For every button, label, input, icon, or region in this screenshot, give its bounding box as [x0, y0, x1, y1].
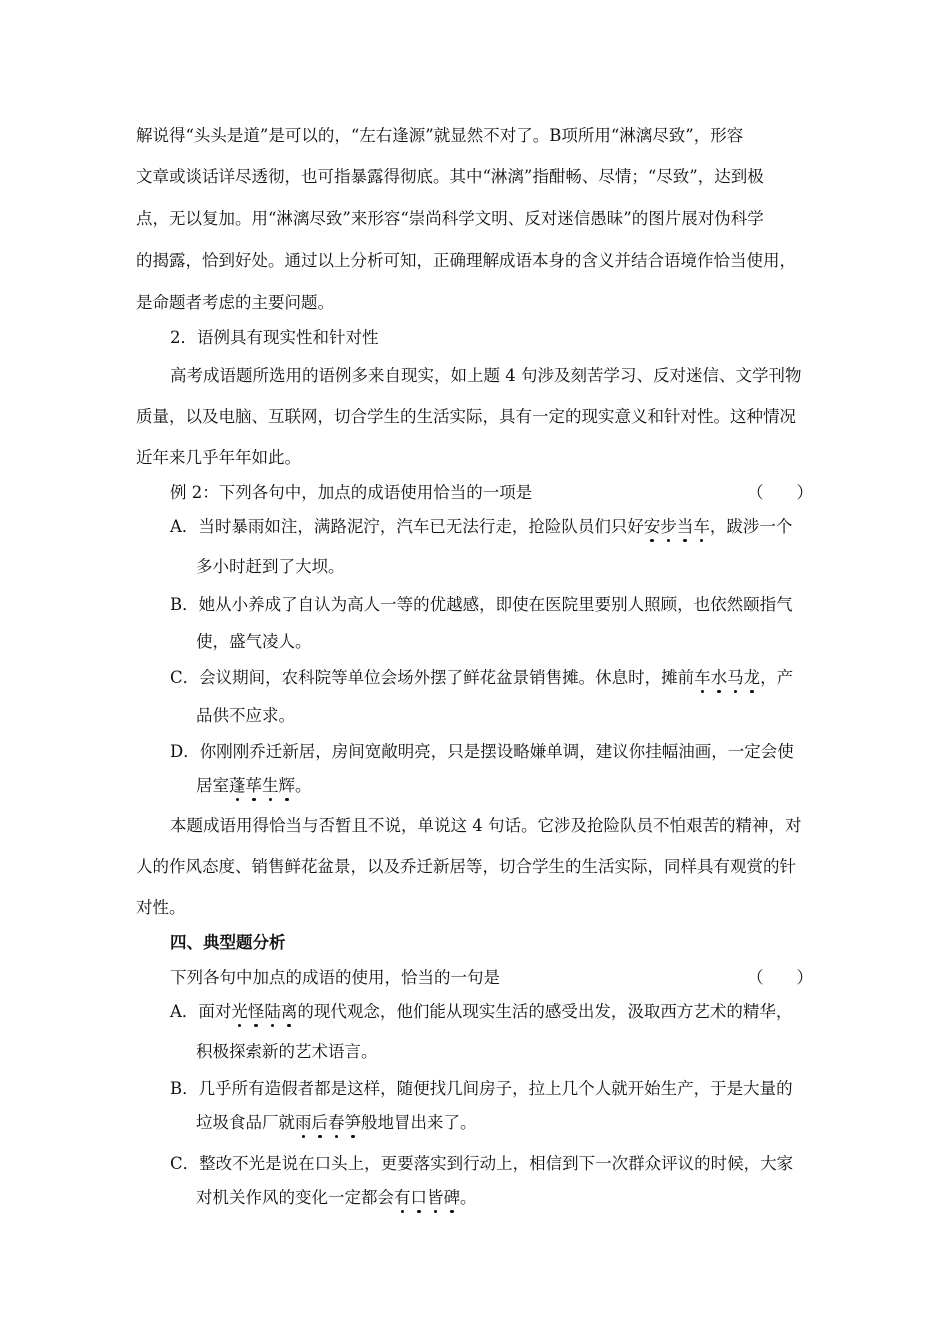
- idiom-char: 荜: [245, 776, 262, 795]
- option-text: 。: [460, 1188, 477, 1207]
- option-text: ，产: [760, 668, 794, 687]
- paragraph-line: 的揭露，恰到好处。通过以上分析可知，正确理解成语本身的含义并结合语境作恰当使用，: [136, 251, 796, 270]
- example-question: 下列各句中加点的成语的使用，恰当的一句是: [170, 968, 500, 987]
- idiom-char: 安: [643, 517, 661, 536]
- option-a-continuation: 多小时赶到了大坝。: [196, 557, 345, 576]
- dotted-idiom: [229, 776, 295, 795]
- section-heading: 四、典型题分析: [170, 933, 286, 952]
- idiom-char: 陆: [264, 1002, 281, 1021]
- idiom-char: 皆: [427, 1188, 444, 1207]
- paragraph-line: 是命题者考虑的主要问题。: [136, 293, 334, 312]
- option-text: 居室: [196, 776, 229, 795]
- idiom-char: 水: [710, 668, 728, 687]
- option-d-line: D．你刚刚乔迁新居，房间宽敞明亮，只是摆设略嫌单调，建议你挂幅油画，一定会使: [170, 742, 794, 761]
- paragraph-line: 文章或谈话详尽透彻，也可指暴露得彻底。其中“淋漓”指酣畅、尽情；“尽致”，达到极: [136, 167, 764, 186]
- option-text: 。: [295, 776, 312, 795]
- idiom-char: 车: [694, 668, 711, 687]
- option-c-line: C．整改不光是说在口头上，更要落实到行动上，相信到下一次群众评议的时候，大家: [170, 1154, 794, 1173]
- idiom-char: 辉: [278, 776, 295, 795]
- example-question: 例 2：下列各句中，加点的成语使用恰当的一项是: [170, 483, 533, 502]
- dotted-idiom: [295, 1113, 361, 1132]
- option-b-continuation: 使，盛气凌人。: [196, 632, 312, 651]
- idiom-char: 生: [262, 776, 279, 795]
- option-c-continuation: [196, 1187, 477, 1209]
- paragraph-line: 本题成语用得恰当与否暂且不说，单说这 4 句话。它涉及抢险队员不怕艰苦的精神，对: [170, 816, 802, 835]
- option-c-continuation: 品供不应求。: [196, 706, 295, 725]
- answer-parentheses: （ ）: [747, 483, 813, 502]
- paragraph-line: 质量，以及电脑、互联网，切合学生的生活实际，具有一定的现实意义和针对性。这种情况: [136, 407, 796, 426]
- option-text: ，跋涉一个: [709, 517, 793, 536]
- idiom-char: 笋: [344, 1113, 361, 1132]
- option-a-continuation: 积极探索新的艺术语言。: [196, 1042, 378, 1061]
- idiom-char: 碑: [443, 1188, 460, 1207]
- option-a-line: [170, 1001, 792, 1023]
- option-text: 的现代观念，他们能从现实生活的感受出发，汲取西方艺术的精华，: [297, 1002, 793, 1021]
- idiom-char: 雨: [295, 1113, 312, 1132]
- option-b-line: B．她从小养成了自认为高人一等的优越感，即使在医院里要别人照顾，也依然颐指气: [170, 595, 793, 614]
- option-c-line: [170, 667, 793, 689]
- option-text: 垃圾食品厂就: [196, 1113, 295, 1132]
- paragraph-line: 高考成语题所选用的语例多来自现实，如上题 4 句涉及刻苦学习、反对迷信、文学刊物: [170, 366, 802, 385]
- idiom-char: 龙: [743, 668, 761, 687]
- subsection-heading: 2．语例具有现实性和针对性: [170, 328, 379, 347]
- idiom-char: 蓬: [229, 776, 246, 795]
- option-text: A．面对: [170, 1002, 232, 1021]
- option-text: 对机关作风的变化一定都会: [196, 1188, 394, 1207]
- answer-parentheses: （ ）: [747, 968, 813, 987]
- option-text: 般地冒出来了。: [361, 1113, 477, 1132]
- dotted-idiom: [231, 1002, 297, 1021]
- option-b-line: B．几乎所有造假者都是这样，随便找几间房子，拉上几个人就开始生产，于是大量的: [170, 1079, 793, 1098]
- idiom-char: 车: [693, 517, 710, 536]
- paragraph-line: 近年来几乎年年如此。: [136, 448, 301, 467]
- option-d-continuation: [196, 775, 312, 797]
- paragraph-line: 点，无以复加。用“淋漓尽致”来形容“崇尚科学文明、反对迷信愚昧”的图片展对伪科学: [136, 209, 764, 228]
- idiom-char: 春: [328, 1113, 345, 1132]
- idiom-char: 怪: [247, 1002, 265, 1021]
- dotted-idiom: [394, 1188, 460, 1207]
- paragraph-line: 人的作风态度、销售鲜花盆景，以及乔迁新居等，切合学生的生活实际，同样具有观赏的针: [136, 857, 796, 876]
- idiom-char: 当: [676, 517, 694, 536]
- dotted-idiom: [694, 668, 760, 687]
- option-text: A．当时暴雨如注，满路泥泞，汽车已无法行走，抢险队员们只好: [170, 517, 644, 536]
- paragraph-line: 解说得“头头是道”是可以的，“左右逢源”就显然不对了。B项所用“淋漓尽致”，形容: [136, 126, 744, 145]
- option-text: C．会议期间，农科院等单位会场外摆了鲜花盆景销售摊。休息时，摊前: [170, 668, 695, 687]
- idiom-char: 口: [410, 1188, 427, 1207]
- idiom-char: 离: [280, 1002, 298, 1021]
- idiom-char: 后: [311, 1113, 328, 1132]
- idiom-char: 步: [660, 517, 677, 536]
- option-a-line: [170, 516, 792, 538]
- option-b-continuation: [196, 1112, 477, 1134]
- idiom-char: 有: [394, 1188, 411, 1207]
- idiom-char: 马: [727, 668, 744, 687]
- paragraph-line: 对性。: [136, 898, 186, 917]
- dotted-idiom: [644, 517, 710, 536]
- idiom-char: 光: [231, 1002, 248, 1021]
